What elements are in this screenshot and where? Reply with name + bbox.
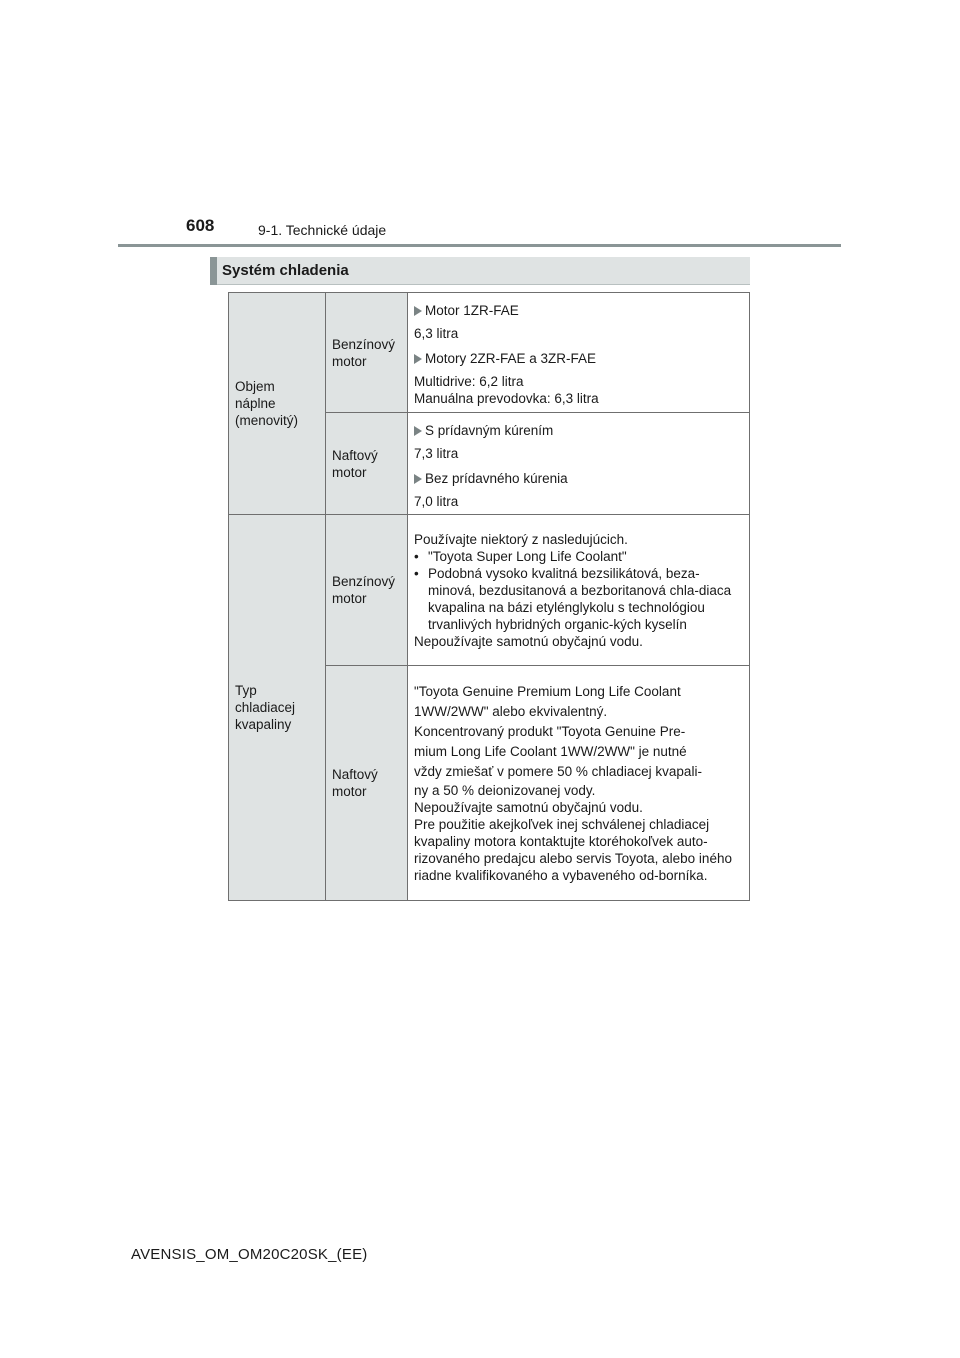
capacity-diesel-label: Naftový motor [326, 413, 408, 515]
coolant-type-label: Typ chladiacej kvapaliny [229, 515, 326, 901]
section-title: Systém chladenia [222, 262, 349, 279]
cooling-spec-table [228, 292, 750, 901]
triangle-bullet-icon [414, 354, 422, 364]
chapter-title: 9-1. Technické údaje [258, 222, 387, 238]
page-number: 608 [186, 216, 215, 235]
coolant-gasoline-value: Používajte niektorý z nasledujúcich. • "Toyota Super Long Life Coolant" • Podobná vysoko kvalitná bezsilikátová, beza-minová, bezdusitanová a bezboritanová chla-diaca kvapalina na bázi etylénglykolu s technológiou trvanlivých hybridných organic-kých kyselín Nepoužívajte samotnú obyčajnú vodu. [408, 515, 750, 666]
table-row [229, 293, 750, 413]
table-row [229, 515, 750, 666]
list-item: • Podobná vysoko kvalitná bezsilikátová, beza-minová, bezdusitanová a bezboritanová chla-diaca kvapalina na bázi etylénglykolu s technológiou trvanlivých hybridných organic-kých kyselín [414, 565, 732, 632]
coolant-gasoline-label: Benzínový motor [326, 515, 408, 666]
section-accent [210, 257, 217, 285]
document-code: AVENSIS_OM_OM20C20SK_(EE) [131, 1246, 368, 1263]
capacity-gasoline-label: Benzínový motor [326, 293, 408, 413]
list-item: • "Toyota Super Long Life Coolant" [414, 548, 627, 564]
triangle-bullet-icon [414, 426, 422, 436]
header-rule [118, 244, 841, 247]
coolant-diesel-label: Naftový motor [326, 666, 408, 901]
coolant-diesel-value: "Toyota Genuine Premium Long Life Coolant 1WW/2WW" alebo ekvivalentný. Koncentrovaný produkt "Toyota Genuine Pre- mium Long Life Coolant 1WW/2WW" je nutné vždy zmiešať v pomere 50 % chladiacej kvapali- ny a 50 % deionizovanej vody. Nepoužívajte samotnú obyčajnú vodu. Pre použitie akejkoľvek inej schválenej chladiacej kvapaliny motora kontaktujte ktoréhokoľvek auto-rizovaného predajcu alebo servis Toyota, alebo iného riadne kvalifikovaného a vybaveného od-borníka. [408, 666, 750, 901]
triangle-bullet-icon [414, 474, 422, 484]
capacity-label: Objem náplne (menovitý) [229, 293, 326, 515]
capacity-diesel-value: S prídavným kúrením 7,3 litra Bez prídavného kúrenia 7,0 litra [408, 413, 750, 515]
capacity-gasoline-value: Motor 1ZR-FAE 6,3 litra Motory 2ZR-FAE a 3ZR-FAE Multidrive: 6,2 litra Manuálna prevodovka: 6,3 litra [408, 293, 750, 413]
triangle-bullet-icon [414, 306, 422, 316]
